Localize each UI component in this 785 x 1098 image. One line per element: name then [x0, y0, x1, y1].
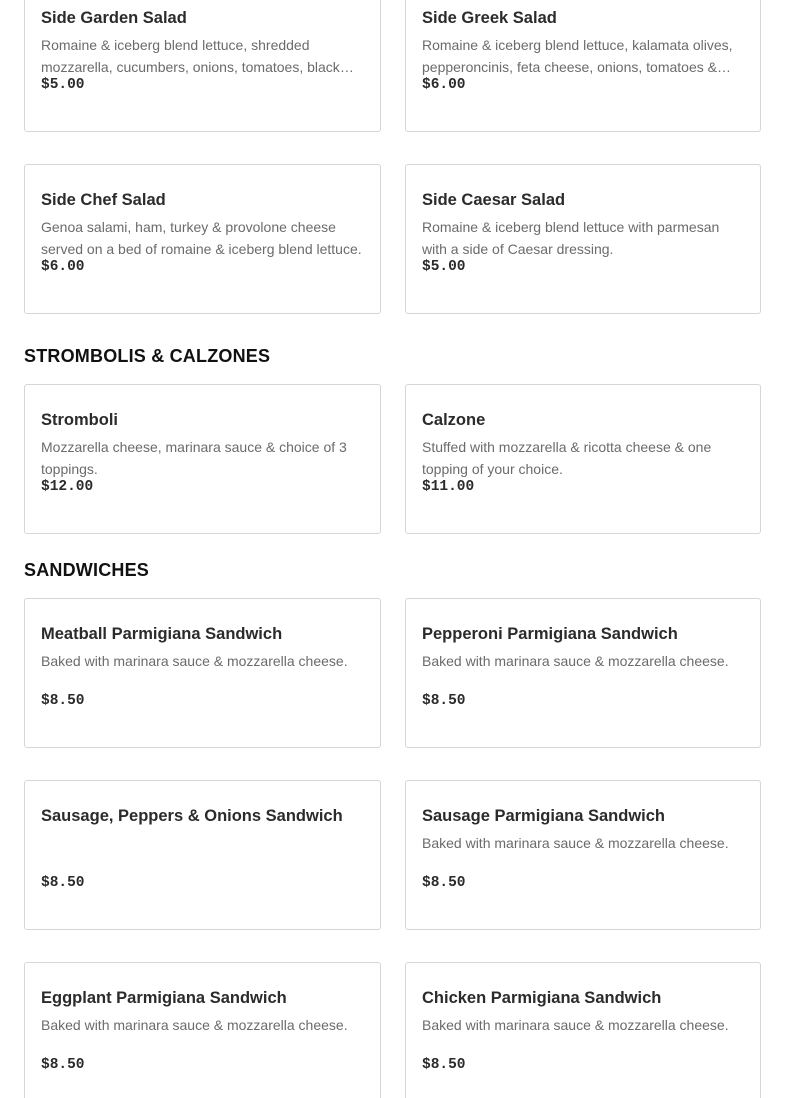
menu-item-price: $8.50: [422, 693, 466, 709]
menu-item-price: $8.50: [41, 875, 85, 891]
menu-item-price: $5.00: [41, 77, 85, 93]
menu-item-name: Sausage, Peppers & Onions Sandwich: [41, 807, 343, 825]
menu-item-name: Chicken Parmigiana Sandwich: [422, 989, 662, 1007]
menu-item-price: $8.50: [422, 1057, 466, 1073]
menu-item-name: Stromboli: [41, 411, 118, 429]
menu-item-card[interactable]: [24, 780, 381, 930]
menu-item-card[interactable]: [405, 164, 761, 314]
menu-item-card[interactable]: [405, 598, 761, 748]
menu-item-description: Baked with marinara sauce & mozzarella cheese.: [422, 653, 729, 669]
menu-item-description: Romaine & iceberg blend lettuce with parmesan with a side of Caesar dressing.: [422, 219, 720, 257]
menu-item-card[interactable]: [24, 962, 381, 1098]
menu-item-card[interactable]: [405, 384, 761, 534]
menu-item-card[interactable]: [24, 0, 381, 132]
menu-item-description: Baked with marinara sauce & mozzarella cheese.: [422, 1017, 729, 1033]
menu-item-price: $8.50: [41, 693, 85, 709]
menu-item-price: $6.00: [41, 259, 85, 275]
menu-item-name: Side Garden Salad: [41, 9, 187, 27]
menu-item-card[interactable]: [24, 384, 381, 534]
menu-item-description: Genoa salami, ham, turkey & provolone cheese served on a bed of romaine & iceberg blend lettuce.: [41, 219, 362, 257]
menu-item-price: $5.00: [422, 259, 466, 275]
menu-item-description: Baked with marinara sauce & mozzarella cheese.: [422, 835, 729, 851]
menu-item-card[interactable]: [405, 780, 761, 930]
menu-item-name: Meatball Parmigiana Sandwich: [41, 625, 283, 643]
salads-grid: [24, 0, 761, 314]
menu-item-description: Romaine & iceberg blend lettuce, shredded mozzarella, cucumbers, onions, tomatoes, black: [41, 37, 340, 75]
menu-item-price: $12.00: [41, 479, 94, 495]
menu-item-description: Romaine & iceberg blend lettuce, kalamata olives, pepperoncinis, feta cheese, onions, tomatoes &: [422, 37, 733, 75]
menu-item-price: $8.50: [422, 875, 466, 891]
menu-item-name: Side Caesar Salad: [422, 191, 566, 209]
menu-item-description: Mozzarella cheese, marinara sauce & choice of 3 toppings.: [41, 439, 347, 477]
section-title-strombolis: STROMBOLIS & CALZONES: [24, 346, 271, 366]
menu-item-card[interactable]: [405, 962, 761, 1098]
section-title-sandwiches: SANDWICHES: [24, 560, 150, 580]
sandwiches-grid: [24, 598, 761, 1098]
menu-item-name: Side Chef Salad: [41, 191, 166, 209]
strombolis-grid: [24, 384, 761, 534]
menu-item-price: $8.50: [41, 1057, 85, 1073]
menu-item-name: Calzone: [422, 411, 486, 429]
menu-item-description: Baked with marinara sauce & mozzarella cheese.: [41, 1017, 348, 1033]
menu-item-name: Side Greek Salad: [422, 9, 557, 27]
menu-item-card[interactable]: [24, 164, 381, 314]
menu-item-price: $11.00: [422, 479, 475, 495]
menu-item-card[interactable]: [24, 598, 381, 748]
menu-item-card[interactable]: [405, 0, 761, 132]
menu-item-description: Stuffed with mozzarella & ricotta cheese & one topping of your choice.: [422, 439, 712, 477]
menu-item-price: $6.00: [422, 77, 466, 93]
menu-item-name: Pepperoni Parmigiana Sandwich: [422, 625, 678, 643]
menu-item-name: Eggplant Parmigiana Sandwich: [41, 989, 287, 1007]
menu-item-description: Baked with marinara sauce & mozzarella cheese.: [41, 653, 348, 669]
menu-item-name: Sausage Parmigiana Sandwich: [422, 807, 666, 825]
